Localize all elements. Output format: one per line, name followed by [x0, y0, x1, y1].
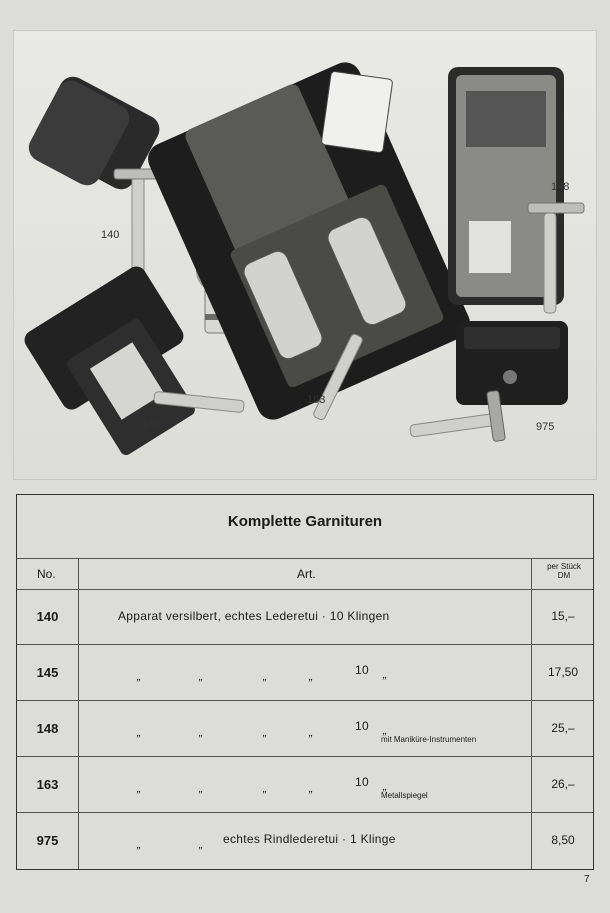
- row-article: Apparat versilbert, echtes Lederetui · 10 Klingen: [118, 609, 390, 623]
- price-table: [16, 494, 594, 870]
- row-rule: [17, 644, 593, 645]
- ditto-mark: „: [137, 669, 141, 683]
- row-number: 140: [36, 609, 59, 624]
- row-count: 10: [355, 663, 369, 677]
- ditto-mark: „: [137, 837, 141, 851]
- row-note: mit Maniküre-Instrumenten: [381, 735, 477, 744]
- ditto-mark: „: [309, 781, 313, 795]
- row-number: 148: [36, 721, 59, 736]
- row-rule: [17, 812, 593, 813]
- ditto-mark: „: [383, 779, 387, 793]
- row-price: 26,–: [551, 777, 575, 791]
- header-top-rule: [17, 558, 593, 559]
- row-price: 25,–: [551, 721, 575, 735]
- header-price-bottom: DM: [557, 571, 571, 580]
- ditto-mark: „: [383, 667, 387, 681]
- row-rule: [17, 756, 593, 757]
- product-illustration: [14, 31, 596, 479]
- ditto-mark: „: [199, 781, 203, 795]
- row-article: echtes Rindlederetui · 1 Klinge: [223, 832, 396, 846]
- row-note: Metallspiegel: [381, 791, 428, 800]
- row-price: 15,–: [551, 609, 575, 623]
- header-price: [537, 562, 591, 580]
- ditto-mark: „: [263, 725, 267, 739]
- photo-label-163: 163: [307, 394, 326, 406]
- ditto-mark: „: [383, 723, 387, 737]
- header-bottom-rule: [17, 589, 593, 590]
- row-rule: [17, 700, 593, 701]
- photo-label-975: 975: [536, 421, 555, 433]
- header-art: Art.: [297, 567, 316, 581]
- ditto-mark: „: [263, 669, 267, 683]
- row-number: 163: [36, 777, 59, 792]
- photo-label-140: 140: [101, 229, 120, 241]
- row-price: 8,50: [551, 833, 575, 847]
- photo-label-145: 145: [142, 418, 161, 430]
- ditto-mark: „: [309, 669, 313, 683]
- table-title: Komplette Garnituren: [227, 513, 383, 530]
- row-price: 17,50: [547, 665, 579, 679]
- ditto-mark: „: [199, 725, 203, 739]
- ditto-mark: „: [263, 781, 267, 795]
- ditto-mark: „: [309, 725, 313, 739]
- product-photo: [13, 30, 597, 480]
- row-count: 10: [355, 775, 369, 789]
- ditto-mark: „: [199, 669, 203, 683]
- page-number: 7: [584, 874, 590, 885]
- row-count: 10: [355, 719, 369, 733]
- header-no: No.: [37, 567, 56, 581]
- ditto-mark: „: [199, 837, 203, 851]
- header-price-top: per Stück: [547, 562, 581, 571]
- column-rule: [78, 558, 79, 869]
- ditto-mark: „: [137, 781, 141, 795]
- photo-label-148: 148: [551, 181, 570, 193]
- row-number: 975: [36, 833, 59, 848]
- row-number: 145: [36, 665, 59, 680]
- column-rule: [531, 558, 532, 869]
- ditto-mark: „: [137, 725, 141, 739]
